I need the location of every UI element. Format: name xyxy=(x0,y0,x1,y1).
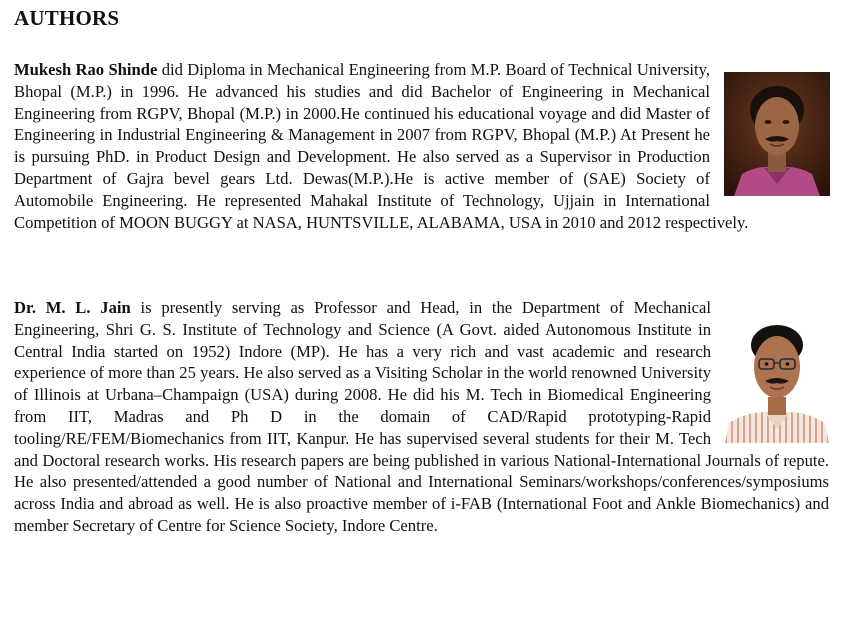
author-bio-shinde xyxy=(14,59,829,233)
author-text-jain: is presently serving as Professor and Head, in the Department of Mechanical Engineering, Shri G. S. Institute of Technology and Science (A Govt. aided Autonomous Institute in Central India started on 1952) Indore (MP). He has a very rich and vast academic and research experience of more than 25 years. He also served as a Visiting Scholar in the world renowned University of Illinois at Urbana–Champaign (USA) during 2008. He did his M. Tech in Biomedical Engineering from IIT, Madras and Ph D in the domain of CAD/Rapid prototyping-Rapid tooling/RE/FEM/Biomechanics from IIT, Kanpur. He has supervised several students for their M. Tech and Doctoral research works. His research papers are being published in various National-International Journals of repute. He also presented/attended a good number of National and International Seminars/workshops/conferences/symposiums across India and abroad as well. He is also proactive member of i-FAB (International Foot and Ankle Biomechanics) and member Secretary of Centre for Science Society, Indore Centre. xyxy=(14,298,829,535)
section-heading: AUTHORS xyxy=(14,6,120,30)
author-name-shinde: Mukesh Rao Shinde xyxy=(14,60,158,79)
author-name-jain: Dr. M. L. Jain xyxy=(14,298,131,317)
author-photo-jain xyxy=(725,315,829,443)
author-bio-jain xyxy=(14,297,829,537)
author-text-shinde: did Diploma in Mechanical Engineering from M.P. Board of Technical University, Bhopal (M.P.) in 1996. He advanced his studies and did Bachelor of Engineering in Mechanical Engineering from RGPV, Bhopal (M.P.) in 2000.He continued his educational voyage and did Master of Engineering in Industrial Engineering & Management in 2007 from RGPV, Bhopal (M.P.) At Present he is pursuing PhD. in Product Design and Development. He also served as a Supervisor in Production Department of Gajra bevel gears Ltd. Dewas(M.P.).He is active member of (SAE) Society of Automobile Engineering. He represented Mahakal Institute of Technology, Ujjain in International Competition of MOON BUGGY at NASA, HUNTSVILLE, ALABAMA, USA in 2010 and 2012 respectively. xyxy=(14,60,749,232)
author-photo-shinde xyxy=(724,72,830,196)
